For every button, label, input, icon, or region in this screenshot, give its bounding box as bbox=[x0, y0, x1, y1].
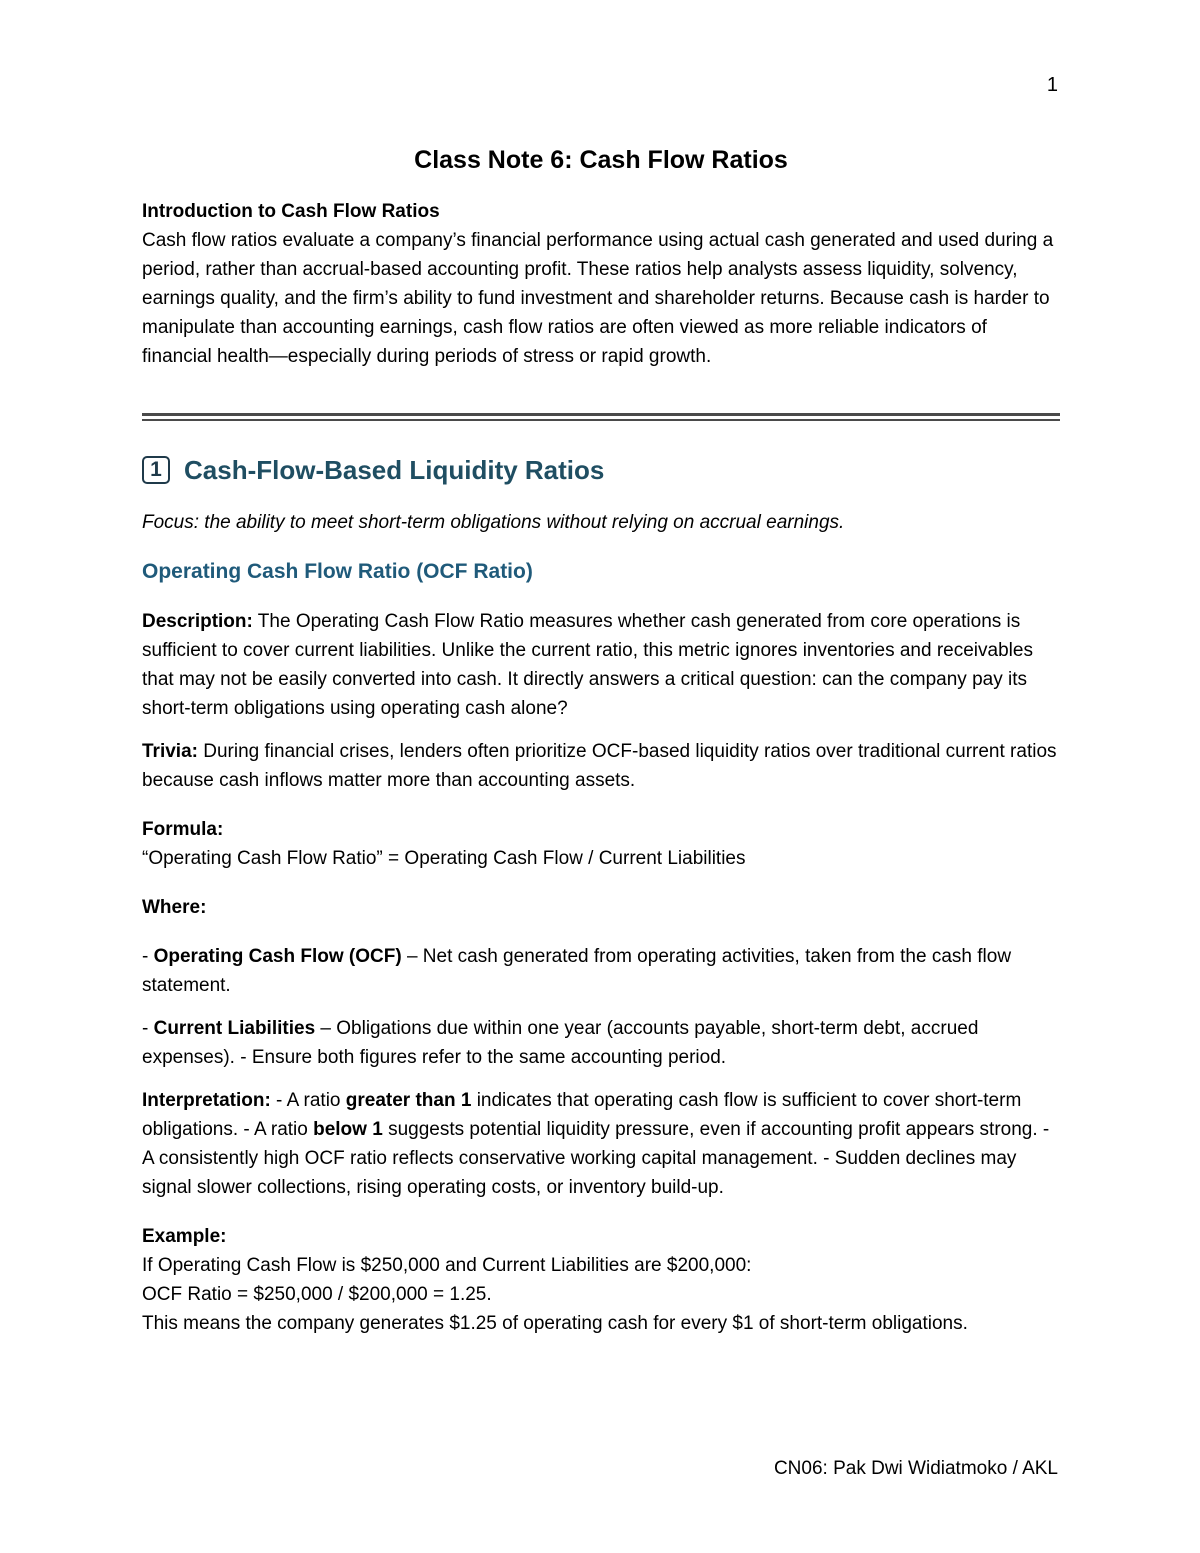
trivia-paragraph bbox=[142, 737, 1060, 795]
trivia-label: Trivia: bbox=[142, 741, 198, 762]
where-item-current-liabilities: - Current Liabilities – Obligations due within one year (accounts payable, short-term debt, accrued expenses). - Ensure both figures refer to the same accounting period. bbox=[142, 1018, 979, 1068]
document-title: Class Note 6: Cash Flow Ratios bbox=[414, 146, 788, 174]
section-divider bbox=[142, 413, 1060, 421]
interpretation-label: Interpretation: bbox=[142, 1090, 271, 1111]
description-text: The Operating Cash Flow Ratio measures whether cash generated from core operations is sufficient to cover current liabilities. Unlike the current ratio, this metric ignores inventories and receivables that may not be easily converted into cash. It directly answers a critical question: can the company pay its short-term obligations using operating cash alone? bbox=[142, 611, 1033, 719]
where-term: Current Liabilities bbox=[153, 1018, 316, 1039]
page-footer: CN06: Pak Dwi Widiatmoko / AKL bbox=[773, 1458, 1058, 1479]
page-number: 1 bbox=[1046, 74, 1058, 96]
trivia-text: During financial crises, lenders often prioritize OCF-based liquidity ratios over traditional current ratios because cash inflows matter more than accounting assets. bbox=[142, 741, 1057, 791]
description-label: Description: bbox=[142, 611, 253, 632]
interpretation-paragraph: Interpretation: - A ratio greater than 1 indicates that operating cash flow is sufficient to cover short-term obligations. - A ratio below 1 suggests potential liquidity pressure, even if accounting profit appears strong. - A consistently high OCF ratio reflects conservative working capital management. - Sudden declines may signal slower collections, rising operating costs, or inventory build-up. bbox=[142, 1090, 1050, 1198]
ocf-ratio-heading: Operating Cash Flow Ratio (OCF Ratio) bbox=[142, 560, 533, 583]
intro-paragraph: Cash flow ratios evaluate a company’s financial performance using actual cash generated and used during a period, rather than accrual-based accounting profit. These ratios help analysts assess liquidity, solvency, earnings quality, and the firm’s ability to fund investment and shareholder returns. Because cash is harder to manipulate than accounting earnings, cash flow ratios are often viewed as more reliable indicators of financial health—especially during periods of stress or rapid growth. bbox=[142, 230, 1054, 367]
document-body bbox=[142, 144, 1060, 1338]
intro-heading: Introduction to Cash Flow Ratios bbox=[142, 201, 440, 222]
example-line-2: OCF Ratio = $250,000 / $200,000 = 1.25. bbox=[142, 1284, 492, 1305]
example-line-1: If Operating Cash Flow is $250,000 and Current Liabilities are $200,000: bbox=[142, 1255, 752, 1276]
where-label: Where: bbox=[142, 897, 207, 918]
formula-label: Formula: bbox=[142, 819, 224, 840]
section-1-title: Cash-Flow-Based Liquidity Ratios bbox=[184, 455, 605, 485]
focus-statement: Focus: the ability to meet short-term obligations without relying on accrual earnings. bbox=[142, 512, 845, 533]
example-line-3: This means the company generates $1.25 of operating cash for every $1 of short-term obligations. bbox=[142, 1313, 968, 1334]
where-term: Operating Cash Flow (OCF) bbox=[153, 946, 402, 967]
section-1-heading bbox=[142, 453, 1060, 487]
section-number-badge: 1 bbox=[142, 456, 170, 484]
example-label: Example: bbox=[142, 1226, 227, 1247]
where-item-ocf: - Operating Cash Flow (OCF) – Net cash generated from operating activities, taken from the cash flow statement. bbox=[142, 946, 1012, 996]
formula-text: “Operating Cash Flow Ratio” = Operating Cash Flow / Current Liabilities bbox=[142, 848, 746, 869]
description-paragraph bbox=[142, 607, 1060, 723]
